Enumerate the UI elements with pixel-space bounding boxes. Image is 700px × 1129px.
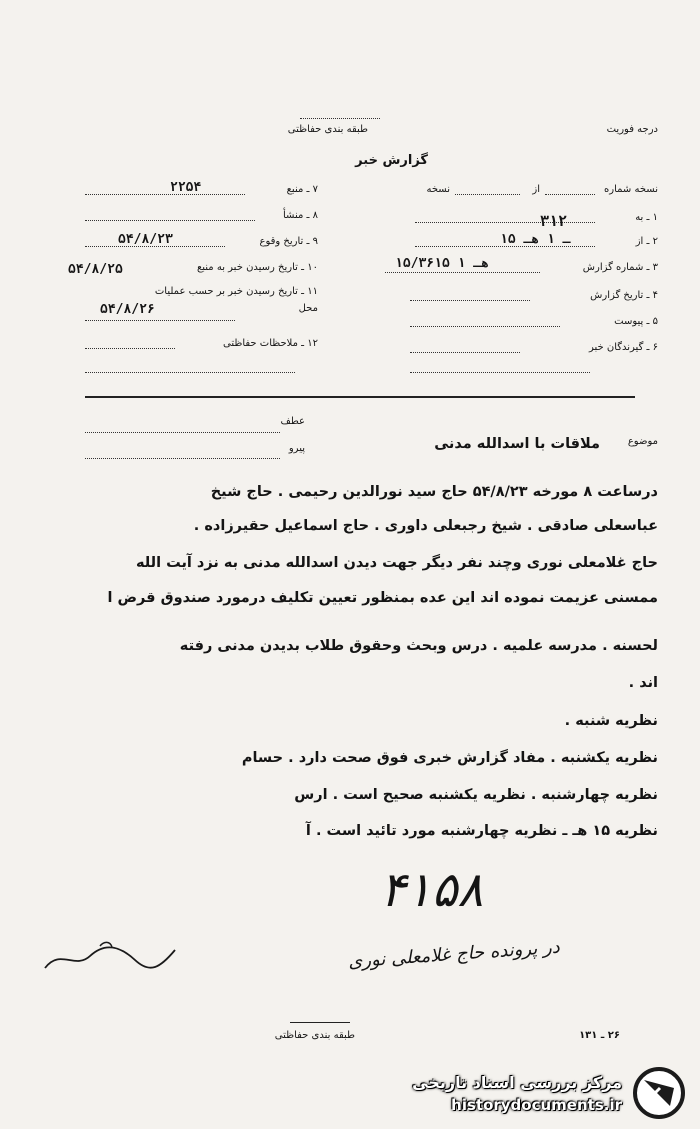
attachment-line <box>410 326 560 327</box>
body-line: درساعت ۸ مورخه ۵۴/۸/۲۳ حاج سید نورالدین رحیمی . حاج شیخ <box>210 484 658 500</box>
from-copy-label: از <box>532 184 540 195</box>
report-no-line <box>385 272 540 273</box>
watermark-site: historydocuments.ir <box>451 1096 622 1114</box>
recipients-line <box>410 352 520 353</box>
event-date-label: ۹ ـ تاریخ وقوع <box>259 236 318 247</box>
body-line: حاج غلامعلی نوری وچند نفر دیگر جهت دیدن اسدالله مدنی به نزد آیت الله <box>135 555 658 571</box>
recipients-line-2 <box>410 372 590 373</box>
place-label: محل <box>298 303 318 314</box>
opinion-line: نظریه یکشنبه . مفاد گزارش خبری فوق صحت دارد . حسام <box>241 750 658 766</box>
copy-no-label: نسخه شماره <box>604 184 658 195</box>
from-copy-line <box>455 194 520 195</box>
from-value: ۱۵ ـ ۱ هـ <box>500 232 571 247</box>
source-label: ۷ ـ منبع <box>286 184 318 195</box>
copy-no-line <box>545 194 595 195</box>
subject-value: ملاقات با اسدالله مدنی <box>434 436 600 452</box>
place-line <box>85 320 235 321</box>
source-line <box>85 194 245 195</box>
recipients-label: ۶ ـ گیرندگان خبر <box>588 342 658 353</box>
body-line: لحسنه . مدرسه علمیه . درس وبحث وحقوق طلاب بدیدن مدنی رفته <box>179 638 658 654</box>
notes-line-2 <box>85 372 295 373</box>
notes-label: ۱۲ ـ ملاحظات حفاظتی <box>223 338 318 349</box>
body-line: اند . <box>628 675 658 691</box>
event-date-value: ۵۴/۸/۲۳ <box>118 232 173 247</box>
ops-receive-label: ۱۱ ـ تاریخ رسیدن خبر بر حسب عملیات <box>154 286 318 297</box>
section-divider <box>85 396 635 398</box>
ref-label: عطف <box>280 416 305 427</box>
handwritten-note: در پرونده حاج غلامعلی نوری <box>347 936 561 973</box>
opinion-line: نظریه چهارشنبه . نظریه یکشنبه صحیح است . ارس <box>294 787 658 803</box>
report-date-label: ۴ ـ تاریخ گزارش <box>590 290 658 301</box>
notes-line <box>85 348 175 349</box>
opinion-line: نظریه شنبه . <box>564 713 658 729</box>
handwritten-file-number: ۴۱۵۸ <box>380 862 484 918</box>
report-no-value: ۱۵/۳۶۱۵ هـ ۱ <box>395 256 489 271</box>
to-line <box>415 222 595 223</box>
classification-line <box>300 118 380 119</box>
watermark-org-name: مرکز بررسی اسناد تاریخی <box>412 1073 622 1092</box>
attachment-label: ۵ ـ پیوست <box>614 316 658 327</box>
report-no-label: ۳ ـ شماره گزارش <box>582 262 658 273</box>
to-label: ۱ ـ به <box>635 212 658 223</box>
attach-ref-line <box>85 458 280 459</box>
to-value: ۳۱۲ <box>540 212 568 230</box>
from-label: ۲ ـ از <box>635 236 658 247</box>
classification-label: طبقه بندی حفاظتی <box>287 124 368 135</box>
report-date-line <box>410 300 530 301</box>
body-line: عباسعلی صادقی . شیخ رجبعلی داوری . حاج اسماعیل حقیرزاده . <box>193 518 658 534</box>
ops-receive-value: ۵۴/۸/۲۶ <box>100 302 155 317</box>
body-line: ممسنی عزیمت نموده اند این عده بمنظور تعیین تکلیف درمورد صندوق قرض ا <box>107 590 658 606</box>
archive-logo-icon <box>630 1066 688 1120</box>
subject-label: موضوع <box>627 436 658 447</box>
opinion-line: نظریه ۱۵ هـ ـ نظریه چهارشنبه مورد تائید است . آ <box>305 823 658 839</box>
attach-ref-label: پیرو <box>288 443 305 454</box>
footer-classification: طبقه بندی حفاظتی <box>274 1030 355 1041</box>
footer-form-code: ۲۶ ـ ۱۳۱ <box>579 1030 620 1041</box>
source-receive-label: ۱۰ ـ تاریخ رسیدن خبر به منبع <box>196 262 318 273</box>
origin-label: ۸ ـ منشأ <box>282 210 318 221</box>
urgency-label: درجه فوریت <box>606 124 658 135</box>
handwritten-signature <box>40 938 180 978</box>
copy-label: نسخه <box>426 184 450 195</box>
origin-line <box>85 220 255 221</box>
ref-line <box>85 432 280 433</box>
source-value: ۲۲۵۴ <box>170 180 202 195</box>
source-receive-value: ۵۴/۸/۲۵ <box>68 262 123 277</box>
form-title: گزارش خبر <box>355 153 428 168</box>
footer-rule <box>290 1022 350 1023</box>
